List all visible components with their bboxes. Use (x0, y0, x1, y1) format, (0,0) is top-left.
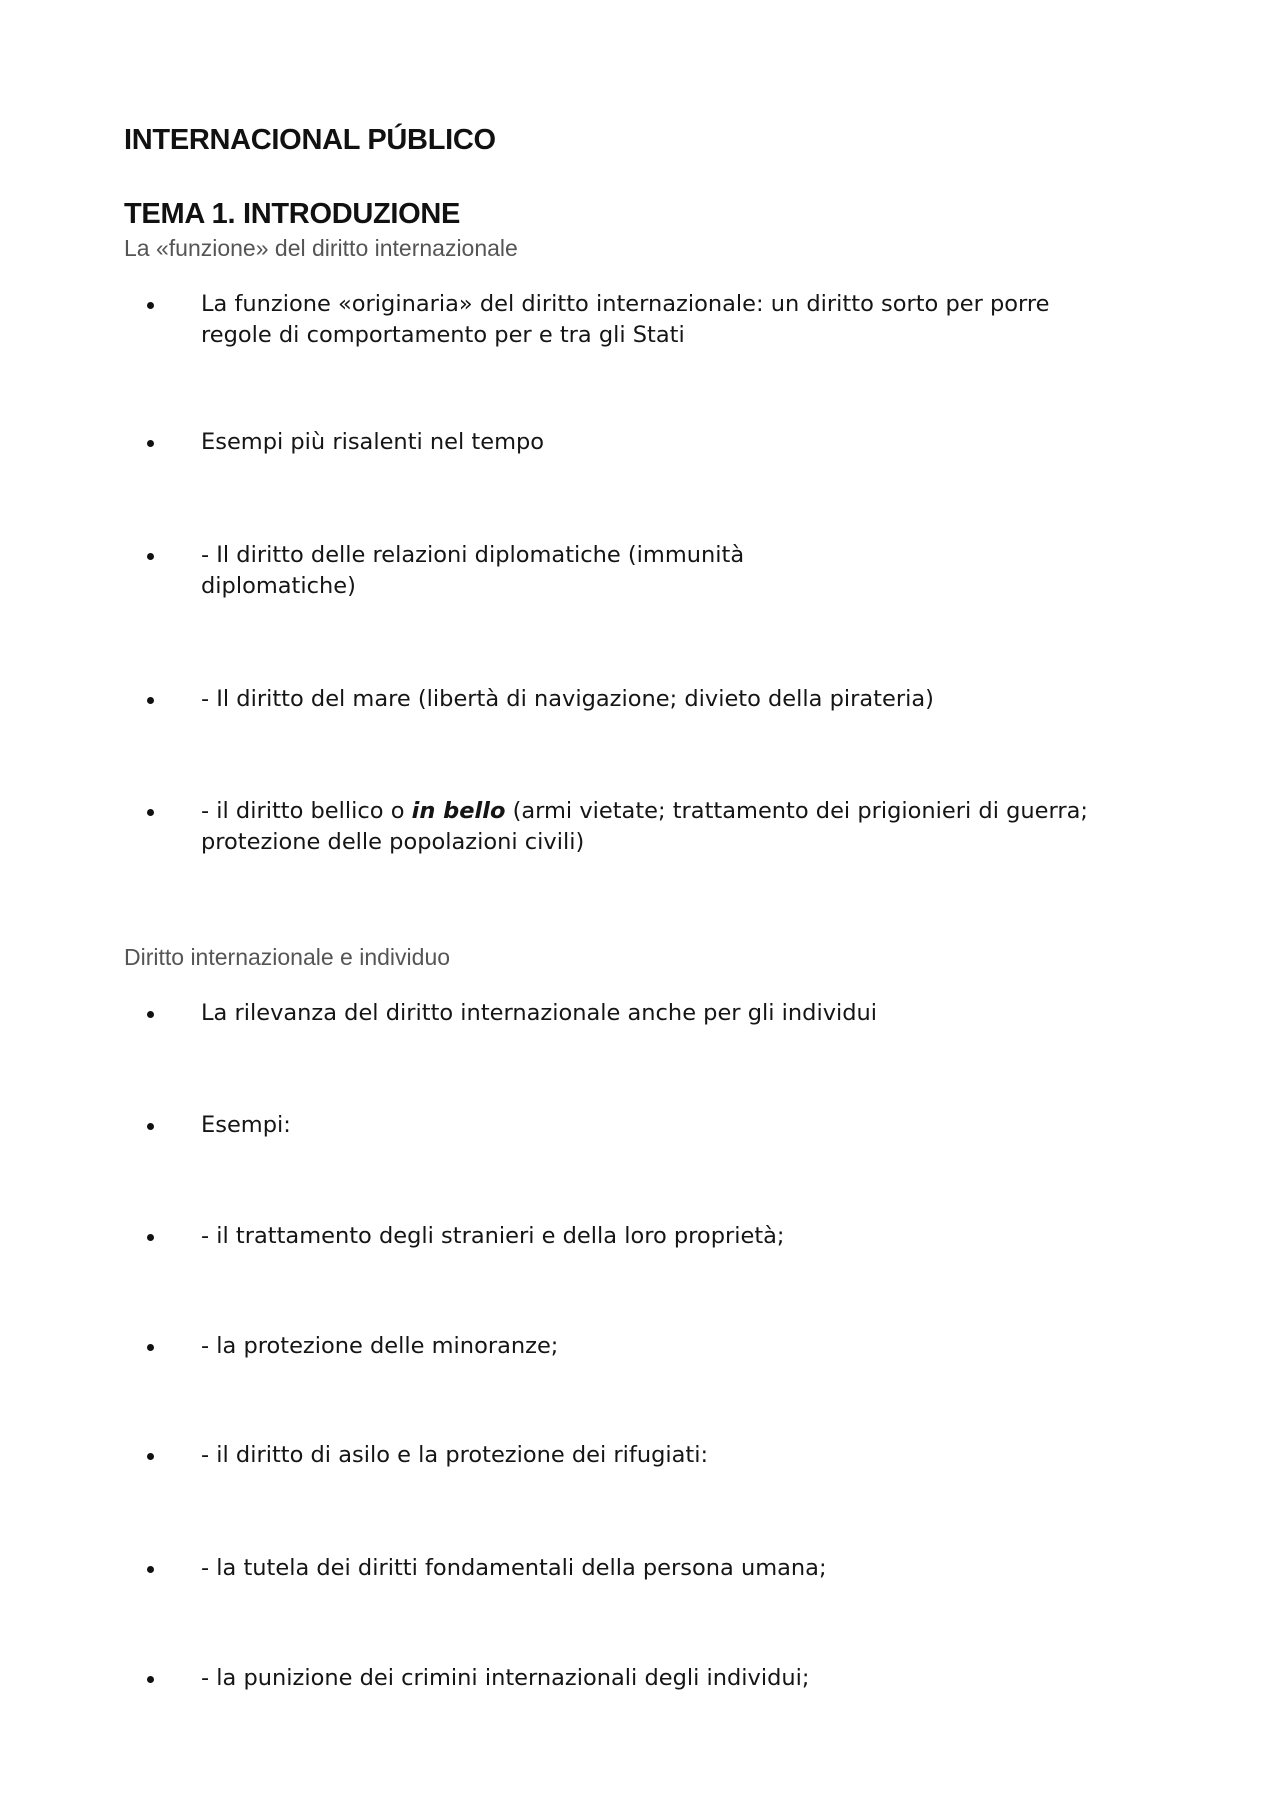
bullet-icon (147, 1453, 154, 1460)
bullet-icon (147, 440, 154, 447)
list-item-text-part: - il diritto bellico o (201, 798, 412, 824)
list-item (147, 684, 1147, 715)
list-item-text: - il diritto di asilo e la protezione dei rifugiati: (201, 1442, 709, 1468)
bullet-icon (147, 1123, 154, 1130)
list-item (147, 998, 1147, 1029)
bullet-icon (147, 553, 154, 560)
list-item (147, 1663, 1147, 1694)
list-item (147, 1331, 1147, 1362)
list-item (147, 1221, 1147, 1252)
list-item (147, 427, 1147, 458)
bullet-icon (147, 1676, 154, 1683)
list-item-text: - Il diritto del mare (libertà di navigazione; divieto della pirateria) (201, 686, 934, 712)
list-item-text: Esempi: (201, 1112, 291, 1138)
list-item-text: - la tutela dei diritti fondamentali della persona umana; (201, 1555, 827, 1581)
list-item-text: - la protezione delle minoranze; (201, 1333, 559, 1359)
list-item-text: La funzione «originaria» del diritto internazionale: un diritto sorto per porre regole di comportamento per e tra gli Stati (201, 291, 1050, 348)
bullet-icon (147, 302, 154, 309)
list-item-emphasis: in bello (411, 798, 506, 824)
bullet-icon (147, 1011, 154, 1018)
list-item-text: - Il diritto delle relazioni diplomatiche (immunità diplomatiche) (201, 542, 745, 599)
list-item-text-part: (armi vietate; trattamento dei prigionieri di guerra; protezione delle popolazioni civili) (201, 798, 1088, 855)
list-item (147, 289, 1147, 351)
list-item-text (201, 796, 1151, 858)
bullet-icon (147, 1566, 154, 1573)
list-item (147, 540, 1147, 602)
list-item-text: Esempi più risalenti nel tempo (201, 429, 545, 455)
list-item-text: - la punizione dei crimini internazionali degli individui; (201, 1665, 810, 1691)
section-heading-individuo: Diritto internazionale e individuo (124, 944, 451, 970)
list-item (147, 1110, 1147, 1141)
list-item (147, 796, 1147, 858)
list-item (147, 1553, 1147, 1584)
bullet-icon (147, 697, 154, 704)
section-heading-funzione: La «funzione» del diritto internazionale (124, 235, 518, 261)
list-item (147, 1440, 1147, 1471)
bullet-icon (147, 1234, 154, 1241)
chapter-title: TEMA 1. INTRODUZIONE (124, 198, 461, 230)
bullet-icon (147, 809, 154, 816)
list-item-text: - il trattamento degli stranieri e della loro proprietà; (201, 1223, 785, 1249)
list-item-text: La rilevanza del diritto internazionale anche per gli individui (201, 1000, 878, 1026)
bullet-icon (147, 1344, 154, 1351)
document-title: INTERNACIONAL PÚBLICO (124, 124, 496, 156)
